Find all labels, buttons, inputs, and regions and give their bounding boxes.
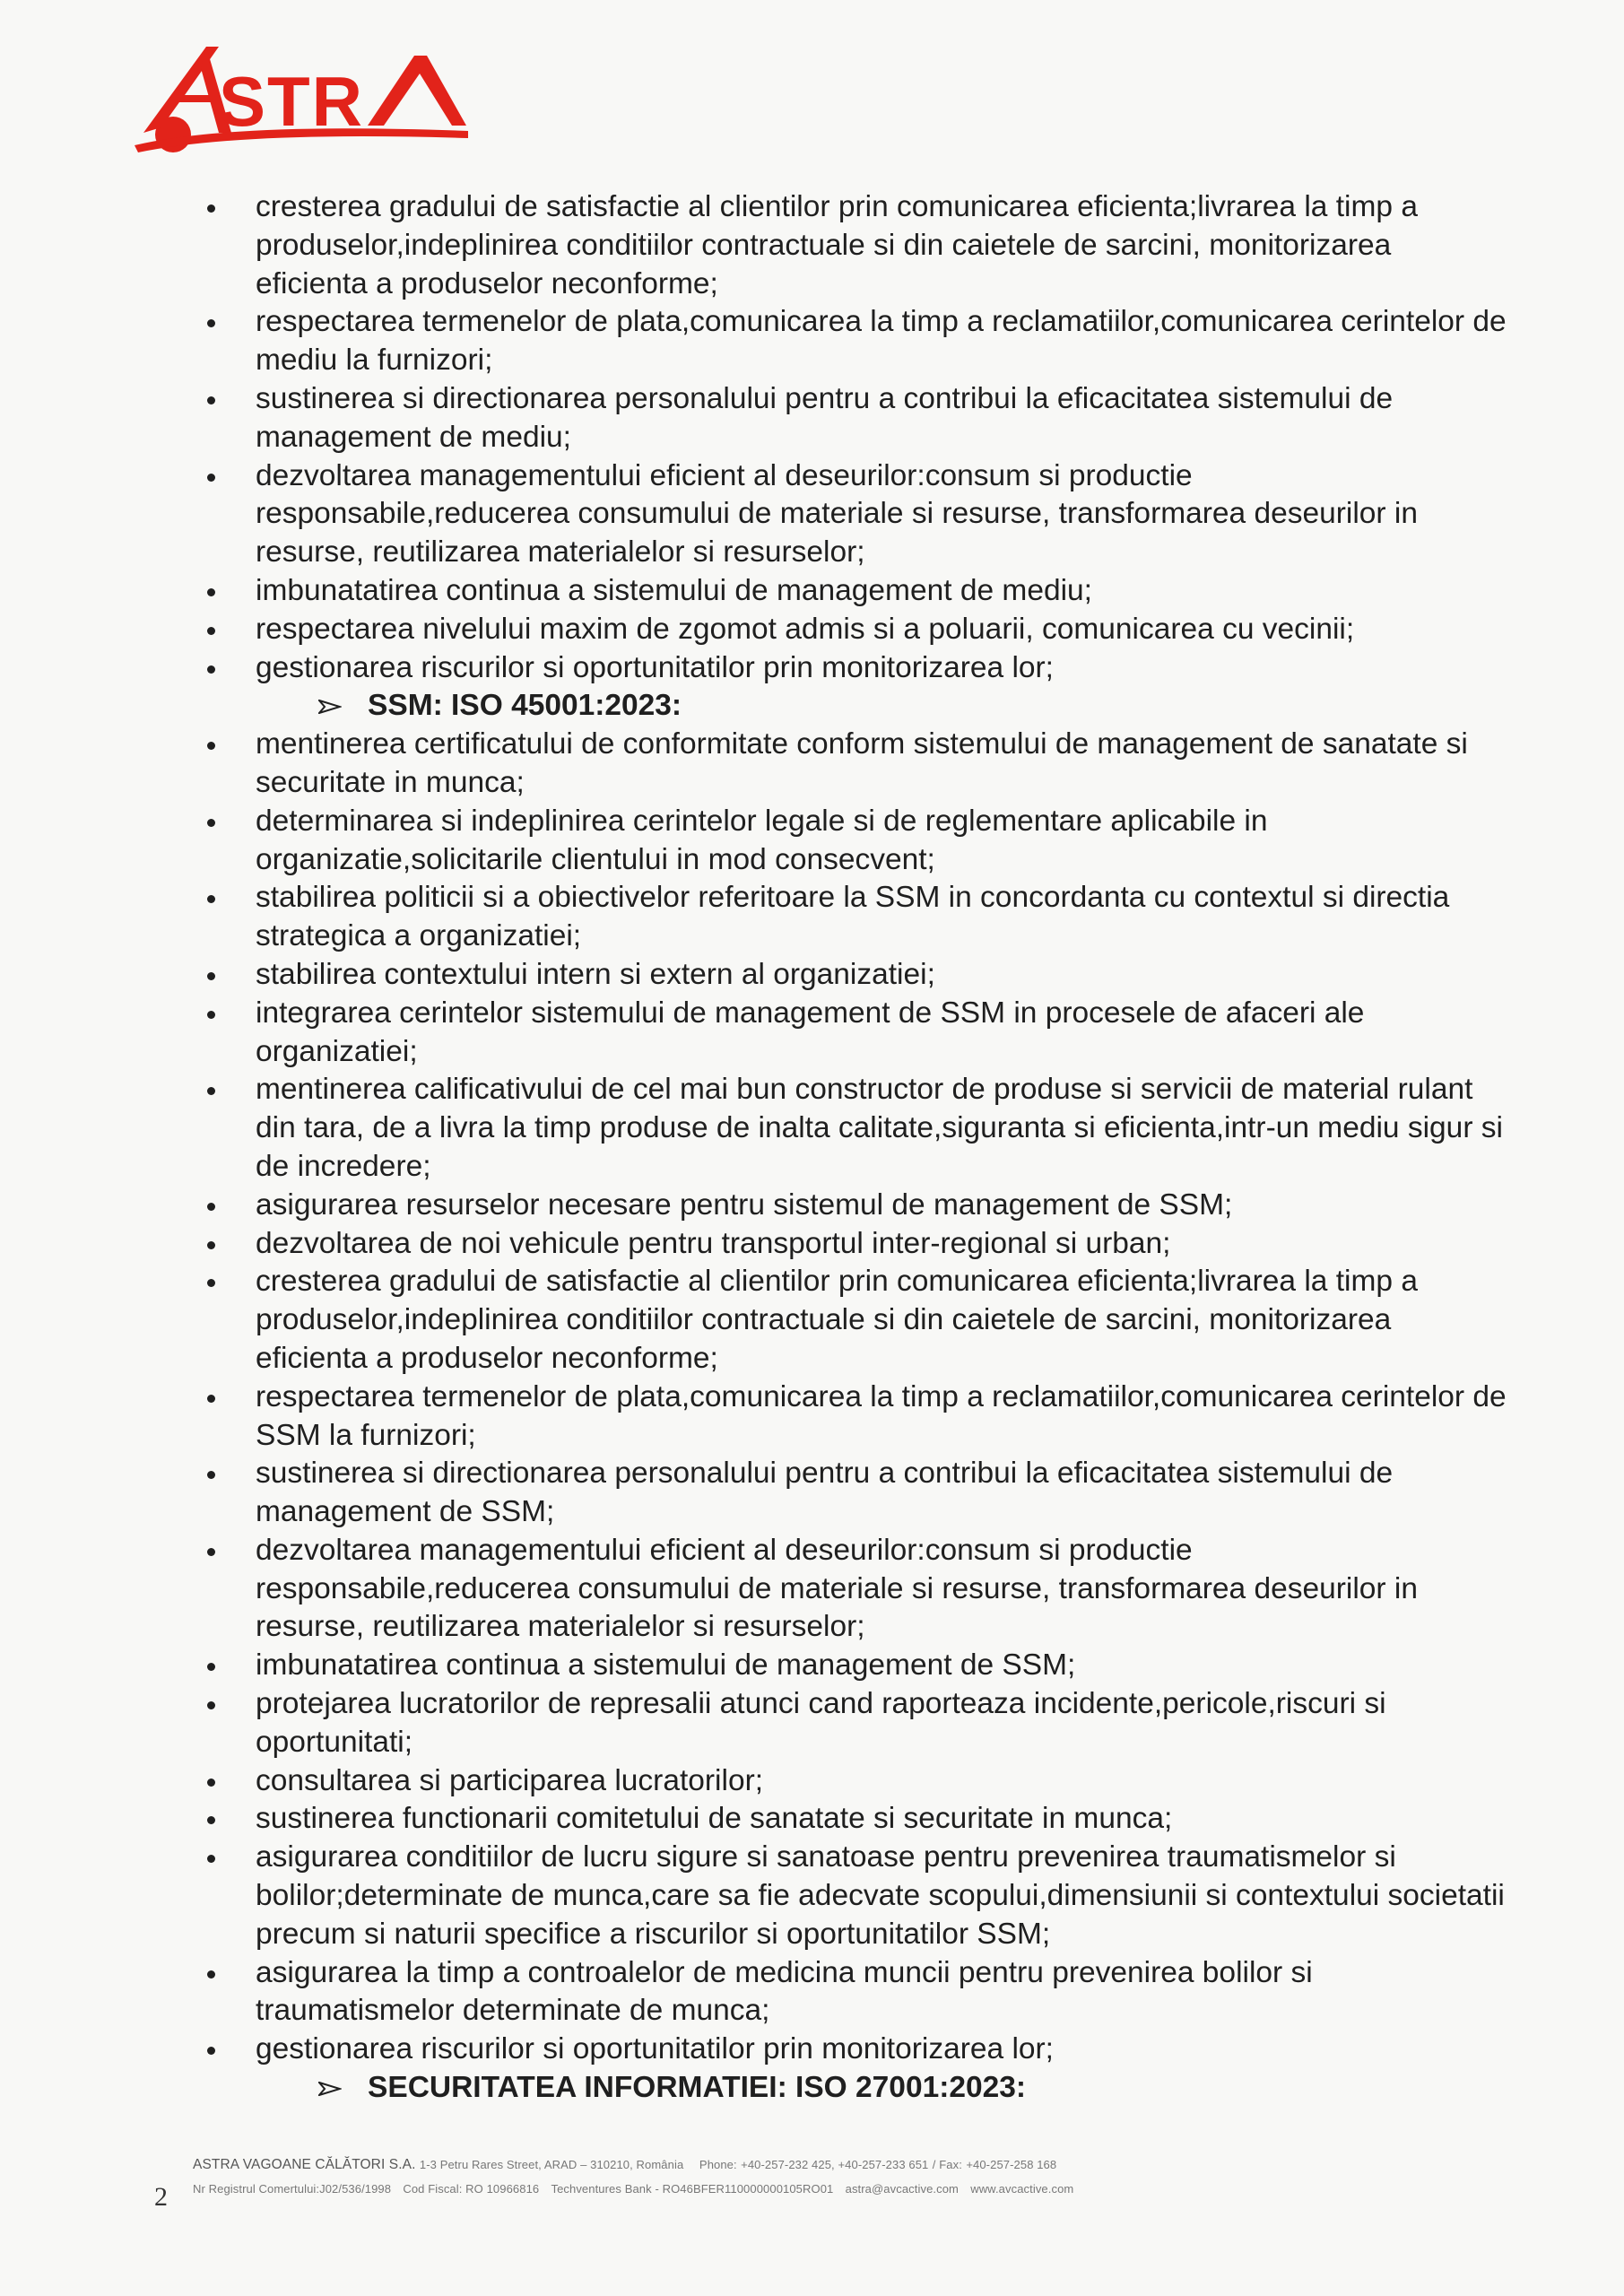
list-item: integrarea cerintelor sistemului de management de SSM in procesele de afaceri ale organizatiei; (206, 995, 1507, 1072)
section-heading-info (206, 2069, 1507, 2108)
list-item: cresterea gradului de satisfactie al clientilor prin comunicarea eficienta;livrarea la timp a produselor,indeplinirea conditiilor contractuale si din caietele de sarcini, monitorizarea eficienta a produselor neconforme; (206, 188, 1507, 303)
footer-company: ASTRA VAGOANE CĂLĂTORI S.A. (193, 2157, 416, 2172)
list-item: asigurarea conditiilor de lucru sigure si sanatoase pentru prevenirea traumatismelor si bolilor;determinate de munca,care sa fie adecvate scopului,dimensiunii si contextului societatii precum si naturii specifice a riscurilor si oportunitatilor SSM; (206, 1839, 1507, 1953)
section-heading-ssm (206, 687, 1507, 726)
footer-phone-label: Phone: (699, 2158, 737, 2171)
astra-logo (126, 36, 475, 166)
list-item: asigurarea resurselor necesare pentru sistemul de management de SSM; (206, 1187, 1507, 1225)
footer-address: 1-3 Petru Rares Street, ARAD – 310210, România (419, 2158, 684, 2171)
list-item: dezvoltarea managementului eficient al deseurilor:consum si productie responsabile,reducerea consumului de materiale si resurse, transformarea deseurilor in resurse, reutilizarea materialelor si resurselor; (206, 1532, 1507, 1647)
footer-line-1 (193, 2152, 1556, 2177)
list-item: stabilirea contextului intern si extern al organizatiei; (206, 956, 1507, 995)
footer (193, 2152, 1556, 2201)
list-item: respectarea termenelor de plata,comunicarea la timp a reclamatiilor,comunicarea cerintelor de SSM la furnizori; (206, 1378, 1507, 1456)
list-item: mentinerea calificativului de cel mai bun constructor de produse si servicii de material rulant din tara, de a livra la timp produse de inalta calitate,siguranta si eficienta,intr-un mediu sigur si de incredere; (206, 1071, 1507, 1186)
footer-fiscal: Cod Fiscal: RO 10966816 (403, 2182, 540, 2196)
footer-fax-label: / Fax: (932, 2158, 962, 2171)
list-item: imbunatatirea continua a sistemului de management de SSM; (206, 1647, 1507, 1685)
list-item: asigurarea la timp a controalelor de medicina muncii pentru prevenirea bolilor si traumatismelor determinate de munca; (206, 1954, 1507, 2031)
list-item: gestionarea riscurilor si oportunitatilor prin monitorizarea lor; (206, 649, 1507, 688)
list-item: determinarea si indeplinirea cerintelor legale si de reglementare aplicabile in organizatie,solicitarile clientului in mod consecvent; (206, 803, 1507, 880)
footer-bank: Techventures Bank - RO46BFER110000000105RO01 (551, 2182, 834, 2196)
ssm-bullet-list (206, 726, 1507, 2069)
list-item: cresterea gradului de satisfactie al clientilor prin comunicarea eficienta;livrarea la timp a produselor,indeplinirea conditiilor contractuale si din caietele de sarcini, monitorizarea eficienta a produselor neconforme; (206, 1263, 1507, 1378)
list-item: gestionarea riscurilor si oportunitatilor prin monitorizarea lor; (206, 2031, 1507, 2069)
footer-registry: Nr Registrul Comertului:J02/536/1998 (193, 2182, 392, 2196)
footer-fax: +40-257-258 168 (966, 2158, 1057, 2171)
section-heading-text: SSM: ISO 45001:2023: (368, 689, 682, 723)
list-item: imbunatatirea continua a sistemului de management de mediu; (206, 572, 1507, 611)
footer-line-2 (193, 2177, 1556, 2201)
list-item: dezvoltarea de noi vehicule pentru transportul inter-regional si urban; (206, 1225, 1507, 1264)
list-item: sustinerea functionarii comitetului de sanatate si securitate in munca; (206, 1800, 1507, 1839)
list-item: respectarea termenelor de plata,comunicarea la timp a reclamatiilor,comunicarea cerintelor de mediu la furnizori; (206, 303, 1507, 380)
policy-content (206, 188, 1507, 2108)
list-item: sustinerea si directionarea personalului pentru a contribui la eficacitatea sistemului de management de SSM; (206, 1455, 1507, 1532)
list-item: protejarea lucratorilor de represalii atunci cand raporteaza incidente,pericole,riscuri si oportunitati; (206, 1685, 1507, 1762)
list-item: sustinerea si directionarea personalului pentru a contribui la eficacitatea sistemului de management de mediu; (206, 380, 1507, 457)
env-bullet-list (206, 188, 1507, 687)
footer-phone: +40-257-232 425, +40-257-233 651 (741, 2158, 929, 2171)
list-item: stabilirea politicii si a obiectivelor referitoare la SSM in concordanta cu contextul si directia strategica a organizatiei; (206, 879, 1507, 956)
list-item: dezvoltarea managementului eficient al deseurilor:consum si productie responsabile,reducerea consumului de materiale si resurse, transformarea deseurilor in resurse, reutilizarea materialelor si resurselor; (206, 457, 1507, 572)
list-item: mentinerea certificatului de conformitate conform sistemului de management de sanatate si securitate in munca; (206, 726, 1507, 803)
page-number: 2 (154, 2182, 168, 2212)
footer-email: astra@avcactive.com (845, 2182, 959, 2196)
section-heading-text: SECURITATEA INFORMATIEI: ISO 27001:2023: (368, 2071, 1027, 2105)
list-item: consultarea si participarea lucratorilor; (206, 1762, 1507, 1801)
list-item: respectarea nivelului maxim de zgomot admis si a poluarii, comunicarea cu vecinii; (206, 611, 1507, 649)
svg-text:STR: STR (219, 62, 364, 141)
footer-web: www.avcactive.com (970, 2182, 1074, 2196)
